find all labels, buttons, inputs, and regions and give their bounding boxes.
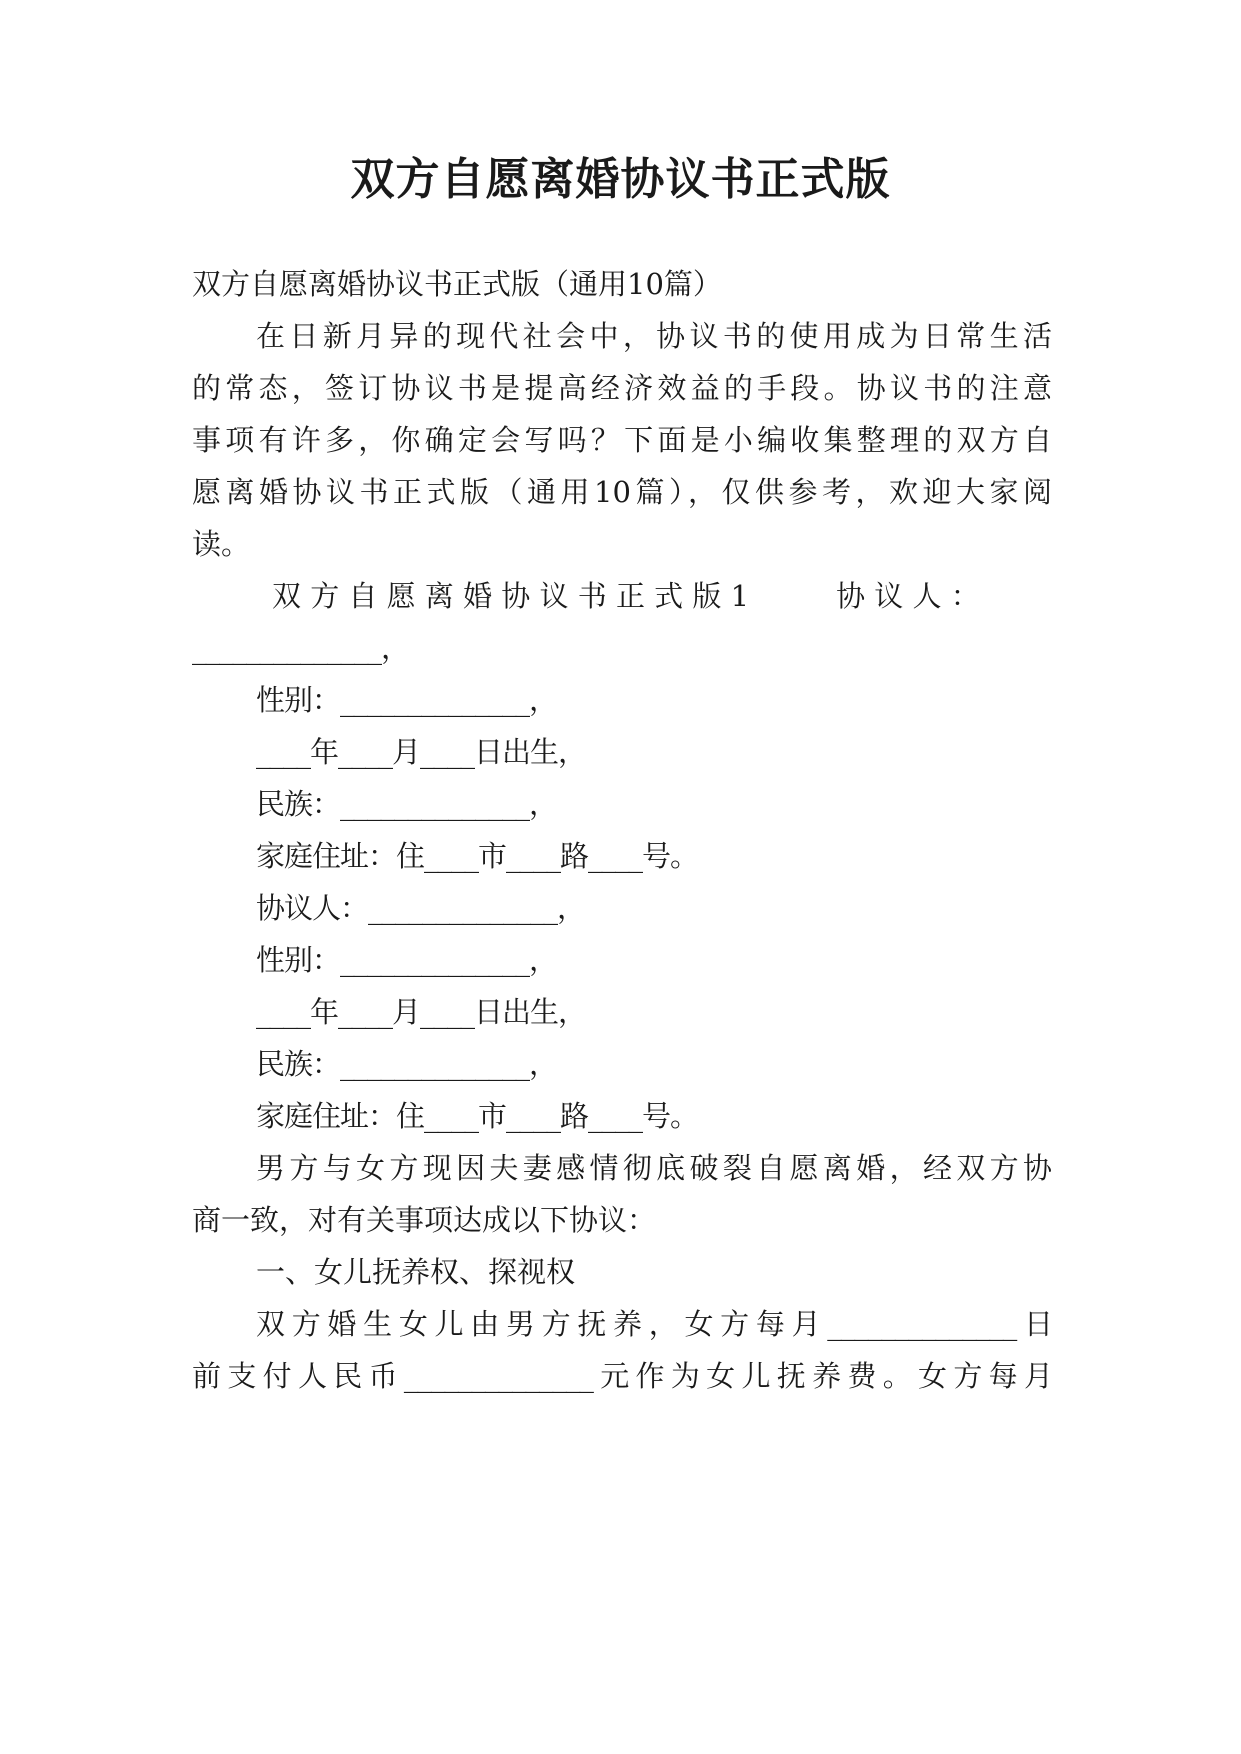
agreement-intro-line-1: 男方与女方现因夫妻感情彻底破裂自愿离婚，经双方协 — [256, 1151, 1052, 1185]
party-2-birth-field: ____年____月____日出生， — [256, 995, 587, 1029]
party-2-address-field: 家庭住址：住____市____路____号。 — [256, 1099, 699, 1133]
intro-line-2: 的常态，签订协议书是提高经济效益的手段。协议书的注意 — [192, 371, 1052, 405]
intro-line-4: 愿离婚协议书正式版（通用10篇），仅供参考，欢迎大家阅 — [192, 475, 1052, 509]
party-1-name-field: ______________， — [192, 631, 410, 665]
party-2-ethnicity-field: 民族：______________， — [256, 1047, 558, 1081]
agreement-intro-line-2: 商一致，对有关事项达成以下协议： — [192, 1203, 657, 1237]
clause-heading-1: 一、女儿抚养权、探视权 — [256, 1255, 576, 1289]
party-1-address-field: 家庭住址：住____市____路____号。 — [256, 839, 699, 873]
party-2-name-field: 协议人：______________， — [256, 891, 586, 925]
intro-line-5: 读。 — [192, 527, 251, 561]
party-1-gender-field: 性别：______________， — [256, 683, 558, 717]
intro-line-1: 在日新月异的现代社会中，协议书的使用成为日常生活 — [256, 319, 1052, 353]
subtitle-line: 双方自愿离婚协议书正式版（通用10篇） — [192, 267, 722, 301]
clause-1-line-1: 双方婚生女儿由男方抚养，女方每月______________日 — [256, 1307, 1052, 1341]
party-1-ethnicity-field: 民族：______________， — [256, 787, 558, 821]
document-title: 双方自愿离婚协议书正式版 — [350, 154, 891, 205]
party-2-gender-field: 性别：______________， — [256, 943, 558, 977]
clause-1-line-2: 前支付人民币______________元作为女儿抚养费。女方每月 — [192, 1359, 1052, 1393]
intro-line-3: 事项有许多，你确定会写吗？下面是小编收集整理的双方自 — [192, 423, 1052, 457]
section-heading-1: 双 方 自 愿 离 婚 协 议 书 正 式 版 1 协 议 人 ： — [272, 579, 980, 613]
party-1-birth-field: ____年____月____日出生， — [256, 735, 587, 769]
